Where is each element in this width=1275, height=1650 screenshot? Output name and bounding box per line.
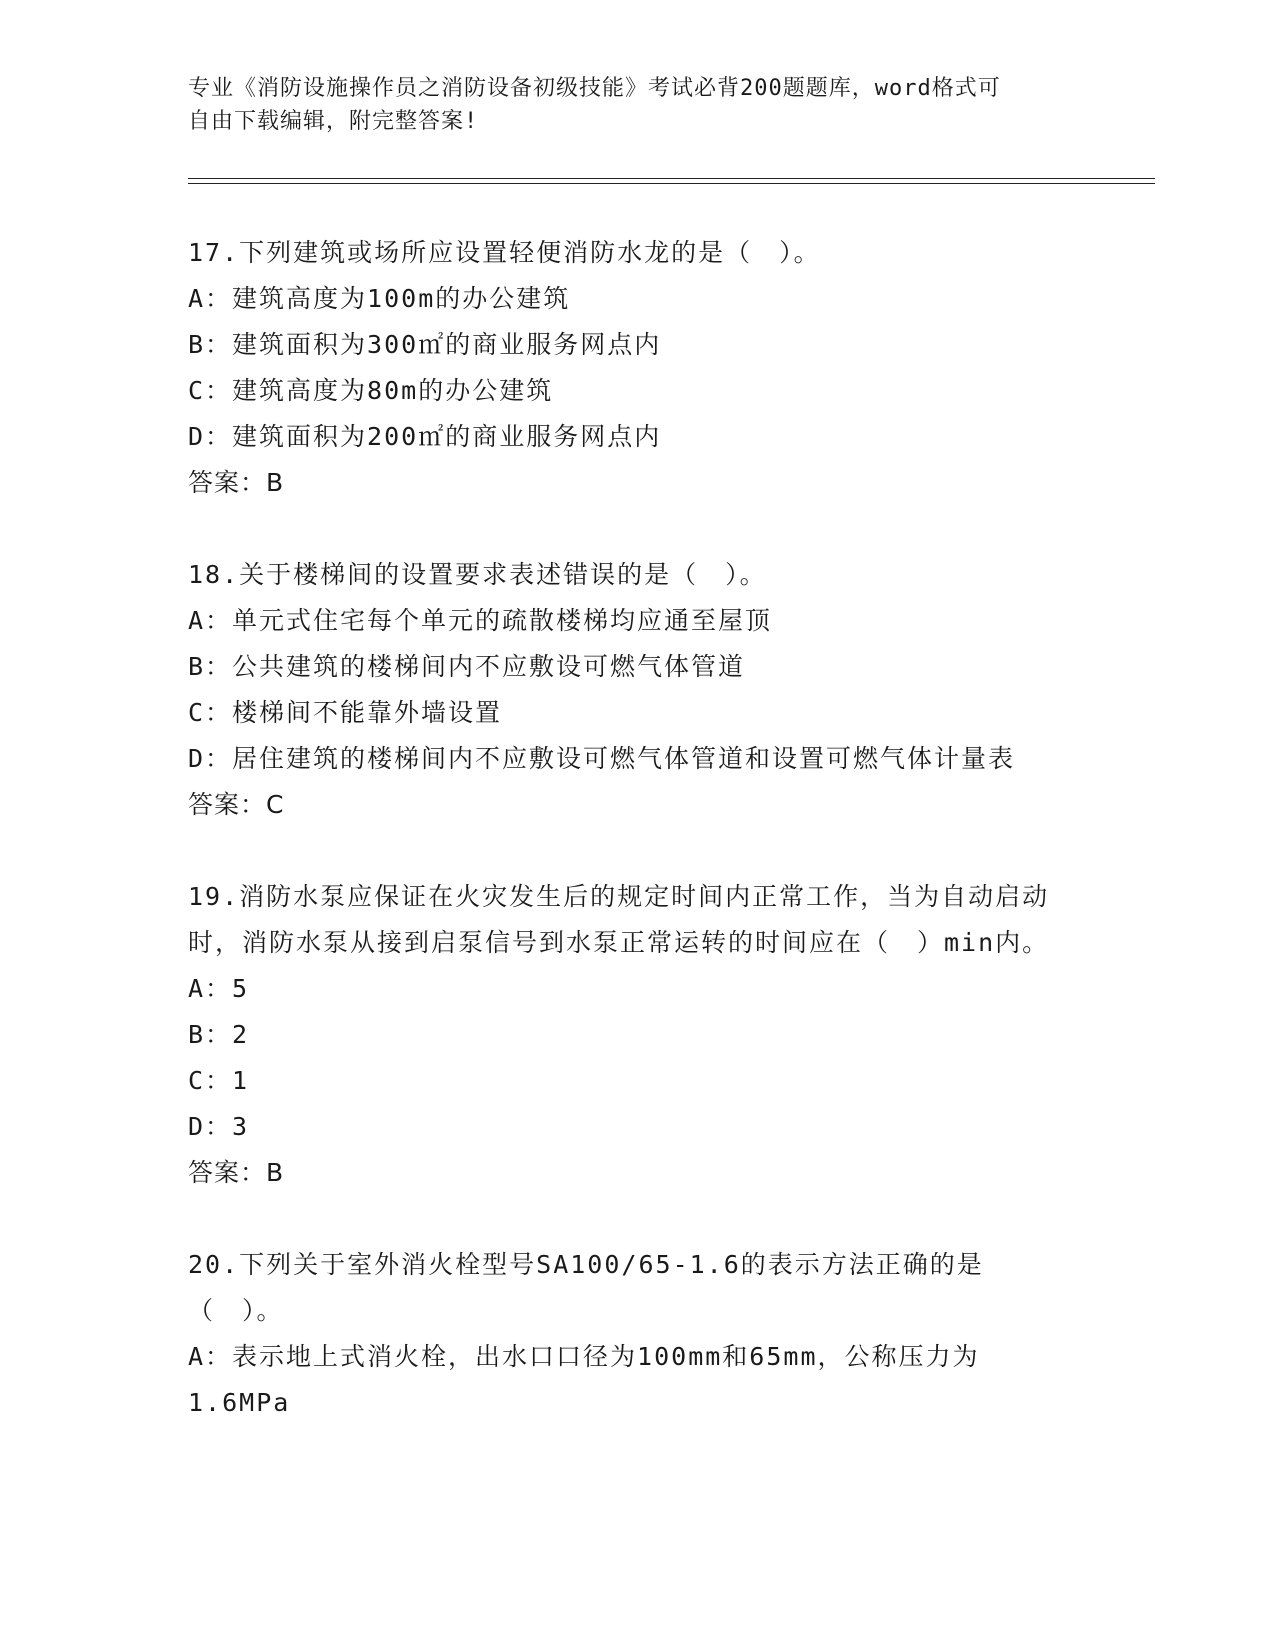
question-20 (188, 1242, 1088, 1426)
option-d: D：建筑面积为200㎡的商业服务网点内 (188, 422, 662, 451)
question-17 (188, 230, 1088, 506)
header-line-1: 专业《消防设施操作员之消防设备初级技能》考试必背200题题库，word格式可 (188, 76, 1001, 101)
option-b: B：2 (188, 1020, 250, 1049)
question-18 (188, 552, 1088, 828)
document-header (188, 72, 1068, 138)
option-d: D：3 (188, 1112, 250, 1141)
option-b: B：公共建筑的楼梯间内不应敷设可燃气体管道 (188, 652, 746, 681)
header-line-2: 自由下载编辑，附完整答案! (188, 109, 479, 134)
question-stem: 17.下列建筑或场所应设置轻便消防水龙的是（ ）。 (188, 238, 821, 267)
question-list (188, 230, 1088, 1472)
option-c: C：楼梯间不能靠外墙设置 (188, 698, 503, 727)
question-stem: 18.关于楼梯间的设置要求表述错误的是（ ）。 (188, 560, 767, 589)
header-divider-bottom (188, 183, 1155, 184)
header-divider-top (188, 178, 1155, 179)
answer-line: 答案：B (188, 1158, 285, 1187)
answer-line: 答案：B (188, 468, 285, 497)
option-a: A：建筑高度为100m的办公建筑 (188, 284, 571, 313)
question-stem: 20.下列关于室外消火栓型号SA100/65-1.6的表示方法正确的是（ ）。 (188, 1250, 984, 1325)
answer-line: 答案：C (188, 790, 285, 819)
option-b: B：建筑面积为300㎡的商业服务网点内 (188, 330, 662, 359)
option-c: C：建筑高度为80m的办公建筑 (188, 376, 554, 405)
option-a: A：表示地上式消火栓，出水口口径为100mm和65mm，公称压力为1.6MPa (188, 1342, 980, 1417)
question-19 (188, 874, 1088, 1196)
option-a: A：5 (188, 974, 250, 1003)
option-c: C：1 (188, 1066, 250, 1095)
question-stem: 19.消防水泵应保证在火灾发生后的规定时间内正常工作，当为自动启动时，消防水泵从接到启泵信号到水泵正常运转的时间应在（ ）min内。 (188, 882, 1050, 957)
option-a: A：单元式住宅每个单元的疏散楼梯均应通至屋顶 (188, 606, 773, 635)
option-d: D：居住建筑的楼梯间内不应敷设可燃气体管道和设置可燃气体计量表 (188, 744, 1016, 773)
